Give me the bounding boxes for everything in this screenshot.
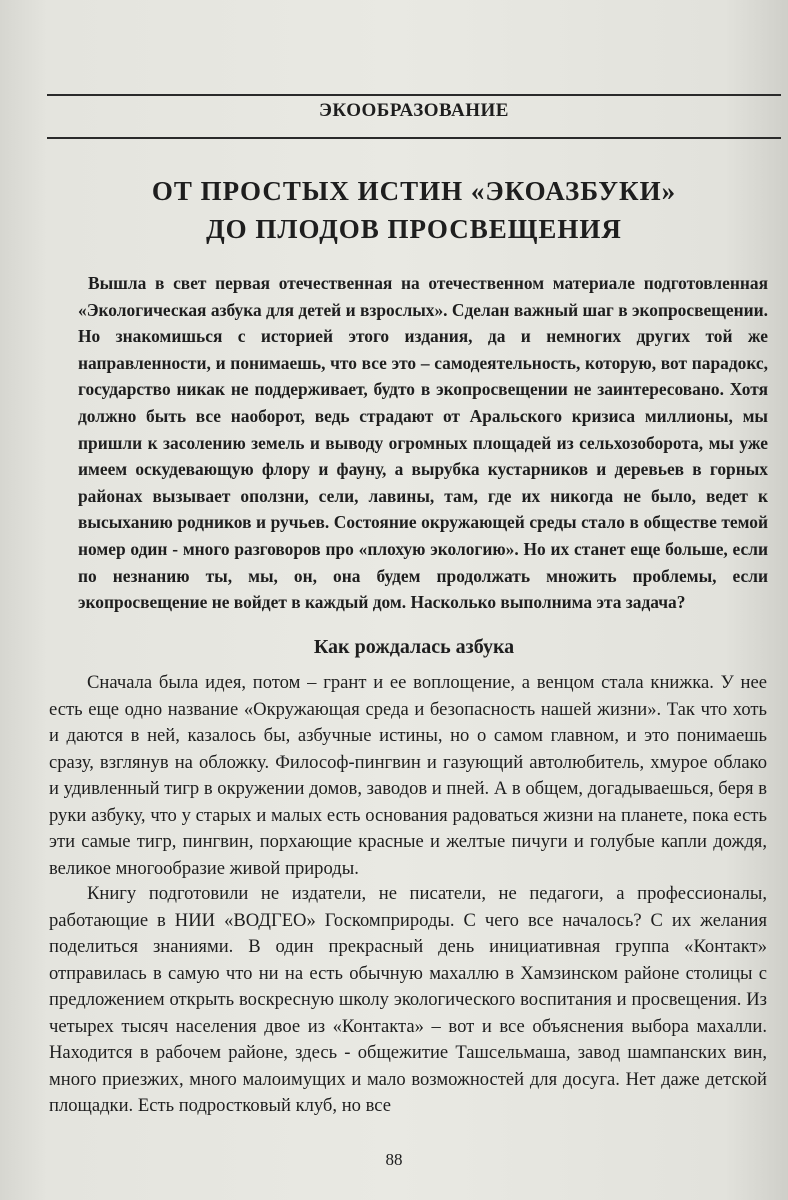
- page-number: 88: [385, 1150, 403, 1169]
- section-heading: ЭКООБРАЗОВАНИЕ: [319, 100, 509, 121]
- header-rule-bottom: [47, 137, 781, 139]
- article-title-line-2: ДО ПЛОДОВ ПРОСВЕЩЕНИЯ: [206, 214, 622, 244]
- lead-paragraph: Вышла в свет первая отечественная на отечественном материале подготовленная «Экологическая азбука для детей и взрослых». Сделан важный шаг в экопросвещении. Но знакомишься с историей этого издания, да и немногих других той же направленности, и понимаешь, что все это – самодеятельность, которую, вот парадокс, государство никак не поддерживает, будто в экопросвещении не заинтересовано. Хотя должно быть все наоборот, ведь страдают от Аральского кризиса миллионы, мы пришли к засолению земель и выводу огромных площадей из сельхозоборота, мы уже имеем оскудевающую флору и фауну, а вырубка кустарников и деревьев в горных районах вызывает оползни, сели, лавины, там, где их никогда не было, ведет к высыханию родников и ручьев. Состояние окружающей среды стало в обществе темой номер один - много разговоров про «плохую экологию». Но их станет еще больше, если по незнанию ты, мы, он, она будем продолжать множить проблемы, если экопросвещение не войдет в каждый дом. Насколько выполнима эта задача?: [78, 273, 768, 613]
- article-title: [47, 172, 781, 248]
- subheading: Как рождалась азбука: [313, 636, 515, 658]
- body-paragraph-1: Сначала была идея, потом – грант и ее воплощение, а венцом стала книжка. У нее есть еще одно название «Окружающая среда и безопасность нашей жизни». Так что хоть и даются в ней, казалось бы, азбучные истины, но о самом главном, и это понимаешь сразу, взглянув на обложку. Философ-пингвин и газующий автолюбитель, хмурое облако и удивленный тигр в окружении домов, заводов и пней. А в общем, догадываешься, беря в руки азбуку, что у старых и малых есть основания радоваться жизни на планете, пока есть эти самые тигр, пингвин, порхающие красные и желтые пичуги и голубые капли дождя, великое многообразие живой природы.: [49, 672, 767, 879]
- article-title-line-1: ОТ ПРОСТЫХ ИСТИН «ЭКОАЗБУКИ»: [151, 176, 677, 206]
- body-paragraph-2: Книгу подготовили не издатели, не писатели, не педагоги, а профессионалы, работающие в НИИ «ВОДГЕО» Госкомприроды. С чего все началось? С их желания поделиться знаниями. В один прекрасный день инициативная группа «Контакт» отправилась в самую что ни на есть обычную махаллю в Хамзинском районе столицы с предложением открыть воскресную школу экологического воспитания и просвещения. Из четырех тысяч населения двое из «Контакта» – вот и все объяснения выбора махалли. Находится в рабочем районе, здесь - общежитие Ташсельмаша, завод шампанских вин, много приезжих, много малоимущих и мало возможностей для досуга. Нет даже детской площадки. Есть подростковый клуб, но все: [49, 883, 767, 1116]
- header-rule-top: [47, 94, 781, 96]
